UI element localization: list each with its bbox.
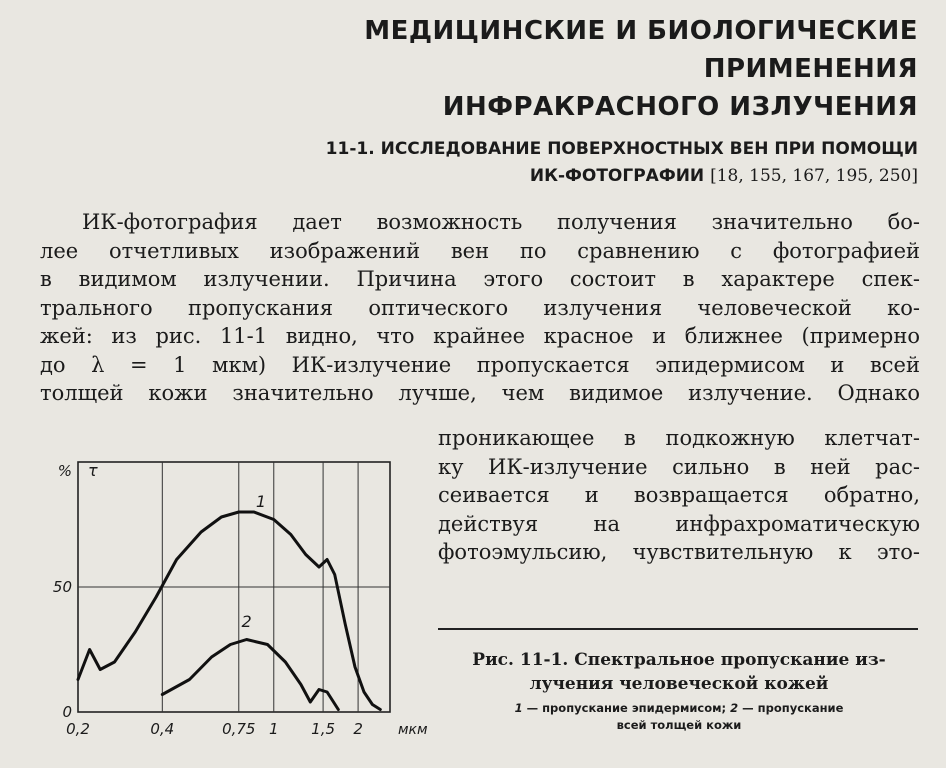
body-line: лее отчетливых изображений вен по сравнению с фотографией: [40, 238, 920, 263]
y-tick-label: 0: [62, 703, 72, 721]
section-heading: [98, 136, 918, 190]
legend-1-text: — пропускание эпидермисом;: [522, 701, 727, 715]
curve-1-label: 1: [255, 492, 267, 511]
curve-1-line: [78, 512, 380, 710]
y-tick-label: 50: [52, 578, 72, 596]
side-paragraph: [438, 424, 920, 567]
x-tick-label: 2: [353, 720, 363, 738]
page-heading-line-2: ИНФРАКРАСНОГО ИЗЛУЧЕНИЯ: [442, 92, 918, 122]
x-tick-label: 0,4: [150, 720, 175, 738]
body-line: до λ = 1 мкм) ИК-излучение пропускается эпидермисом и всей: [40, 352, 920, 377]
body-paragraph: [40, 208, 920, 408]
side-line: действуя на инфрахроматическую: [438, 511, 920, 536]
curve-2-label: 2: [241, 612, 252, 631]
legend-2-number: 2: [730, 701, 739, 715]
legend-1-number: 1: [514, 701, 523, 715]
side-line: сеивается и возвращается обратно,: [438, 483, 920, 507]
figure-caption: [438, 648, 920, 696]
x-axis-unit: мкм: [398, 722, 428, 738]
figure-caption-line-1: Рис. 11-1. Спектральное пропускание из-: [472, 650, 886, 670]
x-tick-label: 1: [268, 720, 279, 738]
y-axis-symbol: τ: [88, 461, 98, 480]
side-line: ку ИК-излучение сильно в ней рас-: [438, 454, 920, 479]
spectral-transmission-chart: [38, 454, 428, 744]
body-line: трального пропускания оптического излучения человеческой ко-: [40, 295, 920, 320]
body-line: толщей кожи значительно лучше, чем видимое излучение. Однако: [40, 381, 920, 405]
section-references: [18, 155, 167, 195, 250]: [710, 166, 918, 186]
curve-2-line: [162, 640, 338, 710]
x-tick-label: 0,2: [66, 720, 90, 738]
figure-legend: [438, 700, 920, 734]
figure-legend-line-1: [438, 700, 920, 717]
section-heading-title: ИК-ФОТОГРАФИИ: [529, 166, 705, 186]
x-tick-label: 1,5: [311, 720, 336, 738]
page-heading: [158, 12, 918, 126]
caption-divider: [438, 628, 918, 630]
side-line: фотоэмульсию, чувствительную к это-: [438, 540, 920, 564]
figure-legend-line-2: всей толщей кожи: [616, 718, 742, 732]
section-heading-line-2: [98, 163, 918, 190]
body-line: ИК-фотография дает возможность получения значительно бо-: [82, 210, 920, 234]
page-heading-line-1: МЕДИЦИНСКИЕ И БИОЛОГИЧЕСКИЕ ПРИМЕНЕНИЯ: [364, 16, 918, 84]
section-heading-line-1: 11-1. ИССЛЕДОВАНИЕ ПОВЕРХНОСТНЫХ ВЕН ПРИ ПОМОЩИ: [325, 139, 918, 159]
legend-2-text: — пропускание: [738, 701, 844, 715]
y-axis-unit: %: [57, 462, 72, 480]
side-line: проникающее в подкожную клетчат-: [438, 426, 920, 450]
x-tick-label: 0,75: [222, 720, 256, 738]
body-line: жей: из рис. 11-1 видно, что крайнее красное и ближнее (примерно: [40, 324, 920, 348]
figure-caption-line-2: лучения человеческой кожей: [529, 674, 829, 694]
body-line: в видимом излучении. Причина этого состоит в характере спек-: [40, 267, 920, 291]
